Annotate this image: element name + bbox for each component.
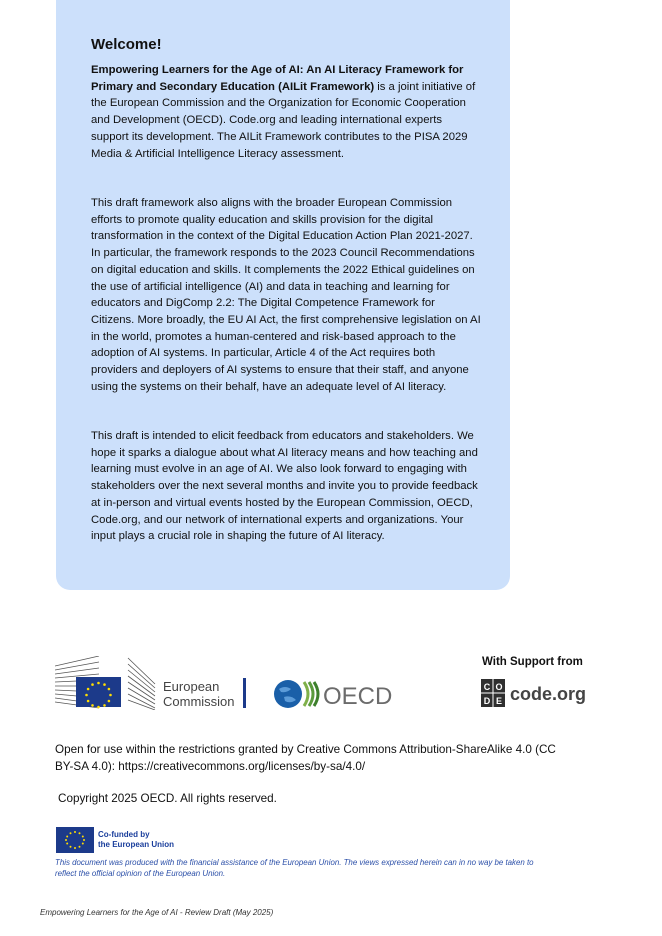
welcome-paragraph-intro — [91, 62, 481, 162]
welcome-paragraph-alignment: This draft framework also aligns with the broader European Commission efforts to promote quality education and skills provision for the digital transformation in the context of the Digital Education Action Plan 2021-2027. In particular, the framework responds to the 2023 Council Recommendations on digital education and skills. It complements the 2022 Ethical guidelines on the use of artificial intelligence (AI) and data in teaching and learning for educators and DigComp 2.2: The Digital Competence Framework for Citizens. More broadly, the EU AI Act, the first comprehensive legislation on AI in the world, promotes a human-centered and risk-based approach to the adoption of AI systems. In particular, Article 4 of the Act requires both providers and deployers of AI systems to ensure that their staff, and anyone using the systems on their behalf, have an adequate level of AI literacy. — [91, 197, 481, 393]
welcome-paragraph-feedback: This draft is intended to elicit feedback from educators and stakeholders. We hope it sparks a dialogue about what AI literacy means and how teaching and learning must evolve in an age of AI. We also look forward to engaging with stakeholders over the next several months and invite you to provide feedback at in-person and virtual events hosted by the European Commission, OECD, Code.org, and our network of international experts and organizations. Your input plays a crucial role in shaping the future of AI literacy. — [91, 430, 478, 543]
logo-divider — [243, 678, 246, 708]
page-footer: Empowering Learners for the Age of AI - Review Draft (May 2025) — [40, 908, 274, 917]
code-letter: C — [483, 682, 491, 692]
european-commission-wordmark: European Commission — [163, 679, 235, 709]
code-letter: E — [495, 696, 503, 706]
oecd-logo — [273, 677, 397, 711]
framework-title: Empowering Learners for the Age of AI: An AI Literacy Framework for Primary and Secondary Education (AILit Framework) — [91, 64, 464, 93]
code-letter: O — [495, 682, 503, 692]
eu-cofunded-label: Co-funded by the European Union — [98, 830, 174, 849]
code-letter: D — [483, 696, 491, 706]
eu-disclaimer: This document was produced with the financial assistance of the European Union. The views expressed herein can in no way be taken to reflect the official opinion of the European Union. — [55, 858, 534, 878]
support-label: With Support from — [482, 656, 583, 668]
license-notice: Open for use within the restrictions granted by Creative Commons Attribution-ShareAlike 4.0 (CC BY-SA 4.0): https://creativecommons.org/licenses/by-sa/4.0/ — [55, 743, 556, 773]
copyright-notice: Copyright 2025 OECD. All rights reserved. — [58, 792, 277, 805]
intro-text: is a joint initiative of the European Commission and the Organization for Economic Cooperation and Development (OECD). Code.org and leading international experts support its development. The AILit Framework contributes to the PISA 2029 Media & Artificial Intelligence Literacy assessment. — [91, 80, 476, 160]
welcome-title: Welcome! — [91, 36, 162, 53]
code-org-logo — [481, 679, 601, 707]
oecd-wordmark: OECD — [323, 683, 393, 710]
code-org-wordmark: code.org — [510, 684, 587, 704]
